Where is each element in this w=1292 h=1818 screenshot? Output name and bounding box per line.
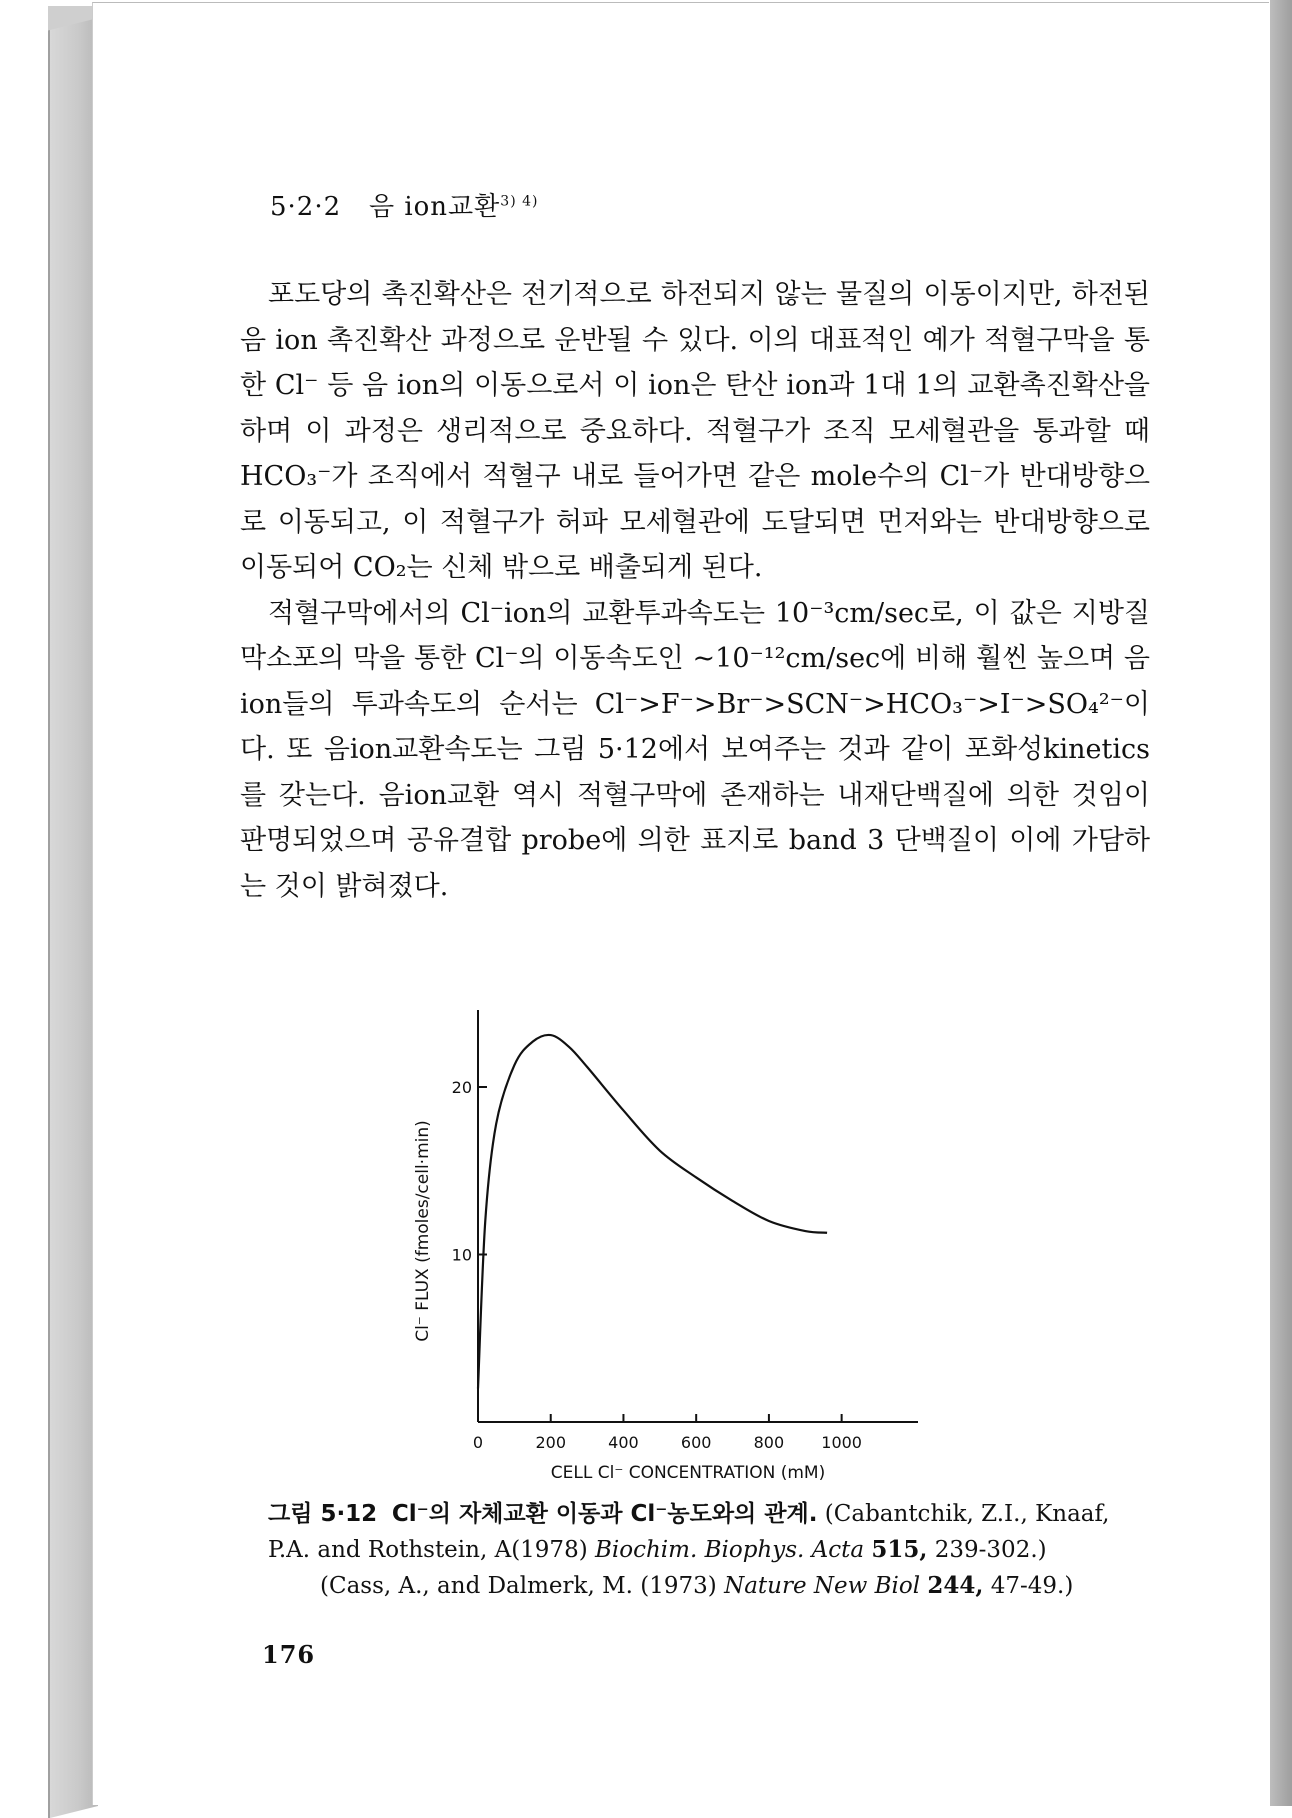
- x-tick-label: 0: [472, 1433, 484, 1452]
- caption-ref2-pages: 47-49.): [990, 1573, 1074, 1599]
- series-line: [478, 1035, 827, 1389]
- x-tick-label: 600: [680, 1433, 712, 1452]
- section-number: 5·2·2: [270, 192, 342, 222]
- x-tick-label: 800: [753, 1433, 785, 1452]
- figure-caption: [268, 1496, 1148, 1604]
- book-edge: [1270, 0, 1292, 1806]
- page-number: 176: [262, 1640, 316, 1669]
- caption-ref1-volume: 515,: [871, 1536, 928, 1563]
- y-axis-label: Cl⁻ FLUX (fmoles/cell·min): [413, 1120, 433, 1342]
- y-tick-label: 10: [451, 1245, 472, 1265]
- flux-chart: [400, 1000, 960, 1500]
- body-text: [240, 272, 1150, 909]
- x-tick-label: 400: [608, 1433, 639, 1452]
- caption-ref2-volume: 244,: [927, 1572, 984, 1599]
- caption-title: Cl⁻의 자체교환 이동과 Cl⁻농도와의 관계.: [391, 1501, 818, 1527]
- paragraph: 적혈구막에서의 Cl⁻ion의 교환투과속도는 10⁻³cm/sec로, 이 값은 지방질막소포의 막을 통한 Cl⁻의 이동속도인 ~10⁻¹²cm/sec에 비해 훨씬 높으며 음 ion들의 투과속도의 순서는 Cl⁻>F⁻>Br⁻>SCN⁻>HCO₃⁻>I⁻>SO₄²⁻이다. 또 음ion교환속도는 그림 5·12에서 보여주는 것과 같이 포화성kinetics를 갖는다. 음ion교환 역시 적혈구막에 존재하는 내재단백질에 의한 것임이 판명되었으며 공유결합 probe에 의한 표지로 band 3 단백질이 이에 가담하는 것이 밝혀졌다.: [240, 597, 1150, 902]
- section-heading: [270, 186, 538, 223]
- caption-ref1-authors: (Cabantchik, Z.I., Knaaf, P.A. and Rothstein, A(1978): [268, 1501, 1110, 1563]
- figure-5-12: [400, 1000, 960, 1500]
- caption-ref2-authors: (Cass, A., and Dalmerk, M. (1973): [320, 1573, 717, 1599]
- x-tick-label: 1000: [821, 1433, 862, 1452]
- x-tick-label: 200: [535, 1433, 567, 1452]
- section-refs: 3) 4): [500, 193, 539, 210]
- section-title: 음 ion교환: [368, 192, 501, 222]
- paragraph: 포도당의 촉진확산은 전기적으로 하전되지 않는 물질의 이동이지만, 하전된 음 ion 촉진확산 과정으로 운반될 수 있다. 이의 대표적인 예가 적혈구막을 통한 Cl⁻ 등 음 ion의 이동으로서 이 ion은 탄산 ion과 1대 1의 교환촉진확산을 하며 이 과정은 생리적으로 중요하다. 적혈구가 조직 모세혈관을 통과할 때 HCO₃⁻가 조직에서 적혈구 내로 들어가면 같은 mole수의 Cl⁻가 반대방향으로 이동되고, 이 적혈구가 허파 모세혈관에 도달되면 먼저와는 반대방향으로 이동되어 CO₂는 신체 밖으로 배출되게 된다.: [240, 279, 1150, 583]
- caption-label: 그림 5·12: [268, 1501, 378, 1527]
- caption-ref2-journal: Nature New Biol: [724, 1573, 921, 1599]
- caption-ref1-pages: 239-302.): [934, 1537, 1047, 1563]
- y-tick-label: 20: [451, 1078, 472, 1097]
- x-axis-label: CELL Cl⁻ CONCENTRATION (mM): [550, 1463, 826, 1483]
- caption-ref1-journal: Biochim. Biophys. Acta: [595, 1537, 865, 1563]
- book-spine: [48, 18, 98, 1818]
